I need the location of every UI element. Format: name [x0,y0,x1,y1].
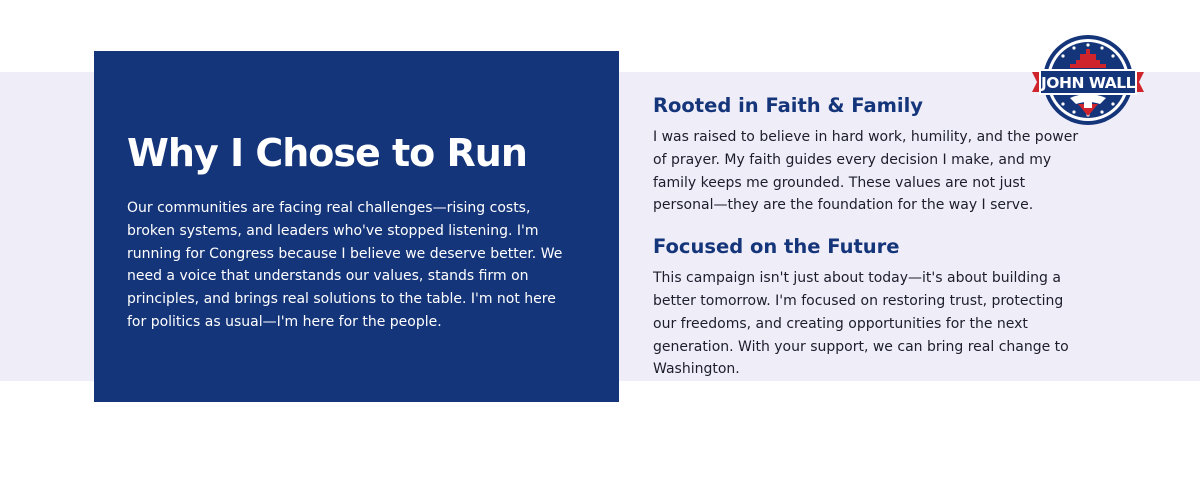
section-body-faith-family: I was raised to believe in hard work, humility, and the power of prayer. My faith guides every decision I make, and my family keeps me grounded. These values are not just personal—they are the foundation for the way I serve. [653,129,1079,214]
panel-title: Why I Chose to Run [127,131,527,175]
panel-body: Our communities are facing real challenges—rising costs, broken systems, and leaders who've stopped listening. I'm running for Congress because I believe we deserve better. We need a voice that understands our values, stands firm on principles, and brings real solutions to the table. I'm not here for politics as usual—I'm here for the people. [127,200,563,330]
logo-text: JOHN WALL [1041,74,1135,92]
section-body-future: This campaign isn't just about today—it's about building a better tomorrow. I'm focused on restoring trust, protecting our freedoms, and creating opportunities for the next generation. With your support, we can bring real change to Washington. [653,270,1069,378]
campaign-seal-logo[interactable] [1030,32,1146,128]
why-i-chose-to-run-panel [94,51,619,402]
seal-icon [1030,32,1146,128]
values-column [653,92,1083,397]
section-heading-future: Focused on the Future [653,235,900,259]
section-heading-faith-family: Rooted in Faith & Family [653,94,924,117]
